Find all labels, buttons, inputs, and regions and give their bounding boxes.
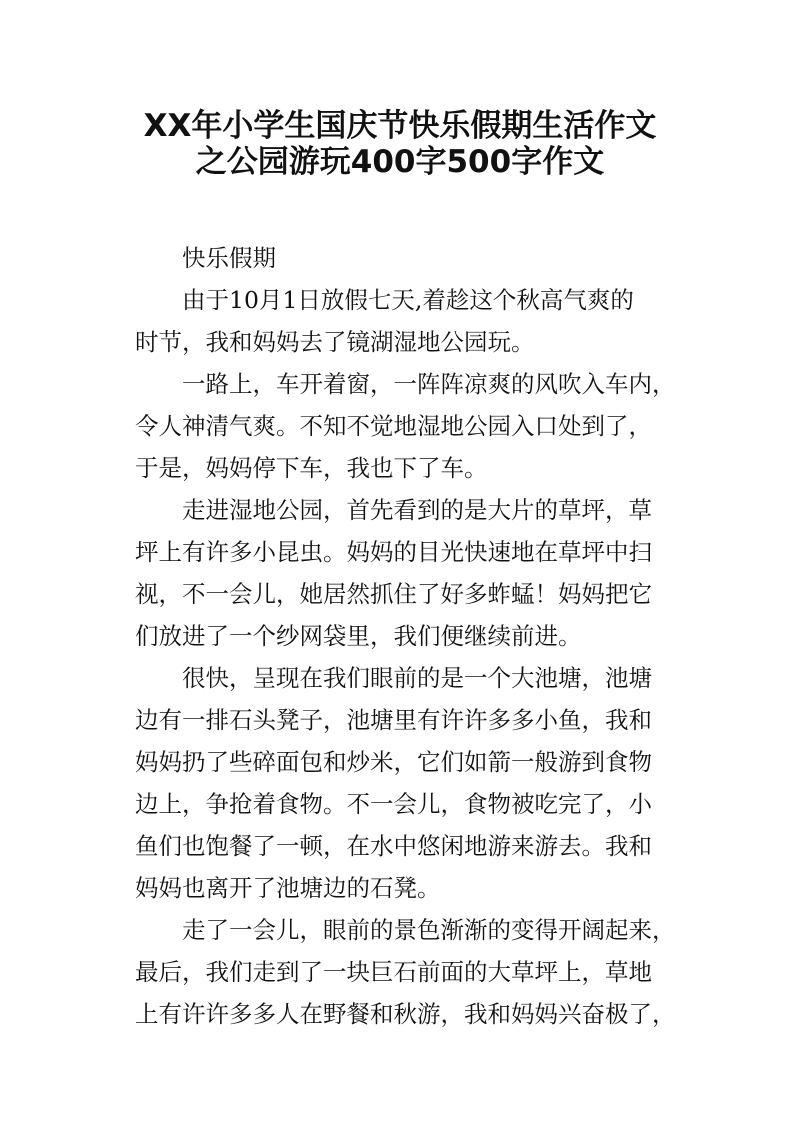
text-line: 妈妈也离开了池塘边的石凳。 <box>135 874 441 902</box>
text-line: 最后，我们走到了一块巨石前面的大草坪上，草地 <box>135 958 652 986</box>
text-line: 边上，争抢着食物。不一会儿，食物被吃完了，小 <box>135 790 652 818</box>
text-line: 们放进了一个纱网袋里，我们便继续前进。 <box>135 622 582 650</box>
text-line: 走了一会儿，眼前的景色渐渐的变得开阔起来， <box>182 916 676 944</box>
document-title-line-2: 之公园游玩400字500字作文 <box>195 144 605 180</box>
text-line: 坪上有许多小昆虫。妈妈的目光快速地在草坪中扫 <box>135 538 652 566</box>
text-line: 妈妈扔了些碎面包和炒米，它们如箭一般游到食物 <box>135 748 652 776</box>
text-line: 鱼们也饱餐了一顿，在水中悠闲地游来游去。我和 <box>135 832 652 860</box>
text-line: 令人神清气爽。不知不觉地湿地公园入口处到了， <box>135 412 652 440</box>
section-heading: 快乐假期 <box>182 244 276 272</box>
text-line: 上有许许多多人在野餐和秋游，我和妈妈兴奋极了， <box>135 1000 676 1028</box>
text-line: 一路上，车开着窗，一阵阵凉爽的风吹入车内， <box>182 370 676 398</box>
text-line: 边有一排石头凳子，池塘里有许许多多小鱼，我和 <box>135 706 652 734</box>
text-line: 由于10月1日放假七天,着趁这个秋高气爽的 <box>182 286 634 314</box>
document-title-line-1: XX年小学生国庆节快乐假期生活作文 <box>143 108 657 144</box>
text-line: 时节，我和妈妈去了镜湖湿地公园玩。 <box>135 328 535 356</box>
text-line: 视，不一会儿，她居然抓住了好多蚱蜢！妈妈把它 <box>135 580 652 608</box>
text-line: 于是，妈妈停下车，我也下了车。 <box>135 454 488 482</box>
text-line: 走进湿地公园，首先看到的是大片的草坪，草 <box>182 496 652 524</box>
text-line: 很快，呈现在我们眼前的是一个大池塘，池塘 <box>182 664 652 692</box>
